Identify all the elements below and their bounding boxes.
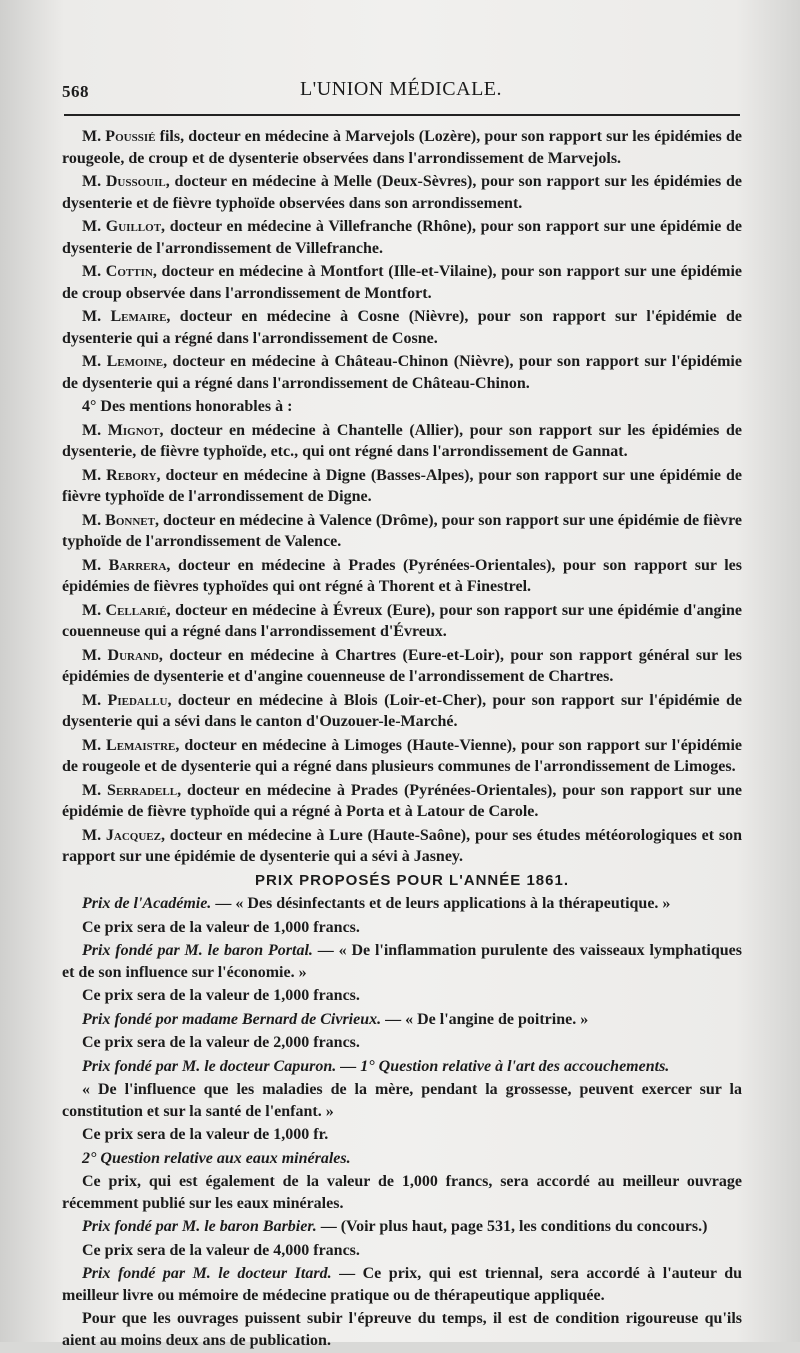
recipient-description: , docteur en médecine à Villefranche (Rhône), pour son rapport sur une épidémie de dysenterie de l'arrondissement de Villefranche. (62, 218, 742, 257)
recipient-name: M. Rebory (82, 466, 157, 484)
recipient-description: , docteur en médecine à Cosne (Nièvre), pour son rapport sur l'épidémie de dysenterie qui a régné dans l'arrondissement de Cosne. (62, 308, 743, 347)
prize-label: Prix de l'Académie. (82, 895, 212, 912)
prize-barbier (62, 1216, 742, 1238)
recipient-name: M. Lemoine (82, 353, 164, 370)
recipient-description: , docteur en médecine à Montfort (Ille-et-Vilaine), pour son rapport sur une épidémie de croup observée dans l'arrondissement de Montfort. (62, 263, 742, 302)
recipient-name: M. Guillot (82, 218, 162, 235)
prize-academie (62, 893, 742, 915)
prize-question-1: — 1° Question relative à l'art des accouchements. (336, 1057, 670, 1075)
recipient-entry (62, 306, 742, 349)
prize-value: Ce prix sera de la valeur de 2,000 francs. (82, 1034, 360, 1051)
prize-value: Ce prix sera de la valeur de 1,000 francs. (82, 987, 360, 1004)
recipient-entry (62, 216, 742, 259)
recipient-description: , docteur en médecine à Chartres (Eure-et-Loir), pour son rapport général sur les épidémies de dysenterie et d'angine couenneuse de l'arrondissement de Chartres. (62, 646, 742, 685)
recipient-description: , docteur en médecine à Prades (Pyrénées-Orientales), pour son rapport sur une épidémie de fièvre typhoïde qui a régné à Porta et à Latour de Carole. (62, 781, 743, 820)
prize-value: Ce prix sera de la valeur de 4,000 francs. (82, 1241, 360, 1259)
honorable-mentions-list (62, 420, 742, 868)
recipient-entry (62, 825, 742, 868)
recipient-name: M. Serradell (82, 781, 178, 799)
recipient-name: M. Dussouil (82, 173, 166, 190)
recipient-entry (62, 600, 742, 643)
prize-subject: — Ce prix, qui est triennal, sera accordé à l'auteur du meilleur livre ou mémoire de médecine pratique ou de thérapeutique appliquée. (62, 1265, 742, 1304)
recipient-description: , docteur en médecine à Limoges (Haute-Vienne), pour son rapport sur l'épidémie de rougeole et de dysenterie qui a régné dans plusieurs communes de l'arrondissement de Limoges. (62, 736, 743, 775)
running-header (62, 78, 740, 108)
prize-portal (62, 940, 742, 983)
recipient-entry (62, 171, 742, 214)
journal-title: L'UNION MÉDICALE. (299, 78, 503, 100)
prize-label: Prix fondé par M. le baron Barbier. (82, 1218, 317, 1235)
recipient-entry (62, 555, 742, 598)
recipient-description: , docteur en médecine à Melle (Deux-Sèvres), pour son rapport sur les épidémies de dysenterie et de fièvre typhoïde observées dans son arrondissement. (62, 173, 743, 212)
recipient-name: M. Cottin (82, 263, 153, 280)
prize-value: Ce prix sera de la valeur de 1,000 fr. (82, 1126, 329, 1143)
recipient-entry (62, 645, 742, 688)
recipient-description: , docteur en médecine à Évreux (Eure), pour son rapport sur une épidémie d'angine couenneuse qui a régné dans l'arrondissement d'Évreux. (62, 601, 742, 640)
prize-itard (62, 1263, 742, 1306)
recipient-entry (62, 690, 742, 733)
prize-subject: Ce prix, qui est également de la valeur de 1,000 francs, sera accordé au meilleur ouvrage récemment publié sur les eaux minérales. (62, 1173, 742, 1212)
recipient-description: , docteur en médecine à Digne (Basses-Alpes), pour son rapport sur une épidémie de fièvre typhoïde de l'arrondissement de Digne. (62, 466, 743, 505)
recipient-name: M. Lemaistre (82, 736, 176, 754)
prizes-heading: PRIX PROPOSÉS POUR L'ANNÉE 1861. (255, 871, 569, 889)
prize-subject: — « De l'inflammation purulente des vaisseaux lymphatiques et de son influence sur l'économie. » (62, 942, 742, 981)
prize-capuron (62, 1056, 742, 1078)
section-heading-mentions: 4° Des mentions honorables à : (82, 398, 293, 415)
recipient-description: , docteur en médecine à Valence (Drôme), pour son rapport sur une épidémie de fièvre typhoïde de l'arrondissement de Valence. (62, 511, 742, 550)
prize-label: Prix fondé par M. le docteur Itard. (82, 1265, 332, 1282)
recipient-name: M. Mignot (82, 421, 160, 439)
recipient-entry (62, 465, 742, 508)
prize-label: Prix fondé par M. le baron Portal. (82, 942, 313, 959)
recipient-name: M. Cellarié (82, 601, 167, 619)
prize-label: Prix fondé par M. le docteur Capuron. (82, 1057, 337, 1075)
recipient-entry (62, 420, 742, 463)
recipient-name: M. Piedallu (82, 691, 168, 709)
recipient-name: M. Barrera (82, 556, 167, 574)
recipient-name: M. Poussié (82, 128, 156, 145)
recipient-entry (62, 780, 742, 823)
prize-subject: — « Des désinfectants et de leurs applications à la thérapeutique. » (211, 895, 671, 912)
prize-label: Prix fondé por madame Bernard de Civrieux. (82, 1010, 382, 1028)
recipient-name: M. Durand (82, 646, 159, 664)
recipient-name: M. Jacquez (82, 826, 161, 844)
recipients-list (62, 126, 742, 394)
recipient-description: , docteur en médecine à Blois (Loir-et-Cher), pour son rapport sur l'épidémie de dysenterie qui a sévi dans le canton d'Ouzouer-le-Marché. (62, 691, 743, 730)
recipient-entry (62, 351, 742, 394)
header-rule (64, 114, 740, 116)
recipient-description: , docteur en médecine à Lure (Haute-Saône), pour ses études météorologiques et son rapport sur une épidémie de dysenterie qui a sévi à Jasney. (62, 826, 742, 865)
recipient-entry (62, 735, 742, 778)
recipient-name: M. Bonnet (82, 511, 155, 529)
recipient-description: , docteur en médecine à Chantelle (Allier), pour son rapport sur les épidémies de dysenterie, de fièvre typhoïde, etc., qui ont régné dans l'arrondissement de Gannat. (62, 421, 742, 460)
recipient-description: fils, docteur en médecine à Marvejols (Lozère), pour son rapport sur les épidémies de rougeole, de croup et de dysenterie observées dans l'arrondissement de Marvejols. (62, 128, 742, 167)
article-body (62, 126, 742, 1353)
recipient-entry (62, 261, 742, 304)
prize-value: Ce prix sera de la valeur de 1,000 francs. (82, 918, 360, 936)
prize-subject: — « De l'angine de poitrine. » (381, 1010, 589, 1028)
recipient-description: , docteur en médecine à Prades (Pyrénées-Orientales), pour son rapport sur les épidémies de fièvres typhoïdes qui ont régné à Thorent et à Finestrel. (62, 556, 742, 595)
prize-question-2: 2° Question relative aux eaux minérales. (82, 1149, 351, 1167)
prize-condition: Pour que les ouvrages puissent subir l'épreuve du temps, il est de condition rigoureuse qu'ils aient au moins deux ans de publication. (62, 1310, 742, 1349)
page-number: 568 (62, 82, 89, 101)
recipient-entry (62, 126, 742, 169)
prize-subject: — (Voir plus haut, page 531, les conditions du concours.) (316, 1218, 708, 1235)
prize-subject: « De l'influence que les maladies de la mère, pendant la grossesse, peuvent exercer sur la constitution et sur la santé de l'enfant. » (62, 1081, 742, 1120)
recipient-name: M. Lemaire (82, 308, 167, 325)
recipient-description: , docteur en médecine à Château-Chinon (Nièvre), pour son rapport sur l'épidémie de dysenterie qui a régné dans l'arrondissement de Château-Chinon. (62, 353, 742, 392)
recipient-entry (62, 510, 742, 553)
prize-civrieux (62, 1009, 742, 1031)
